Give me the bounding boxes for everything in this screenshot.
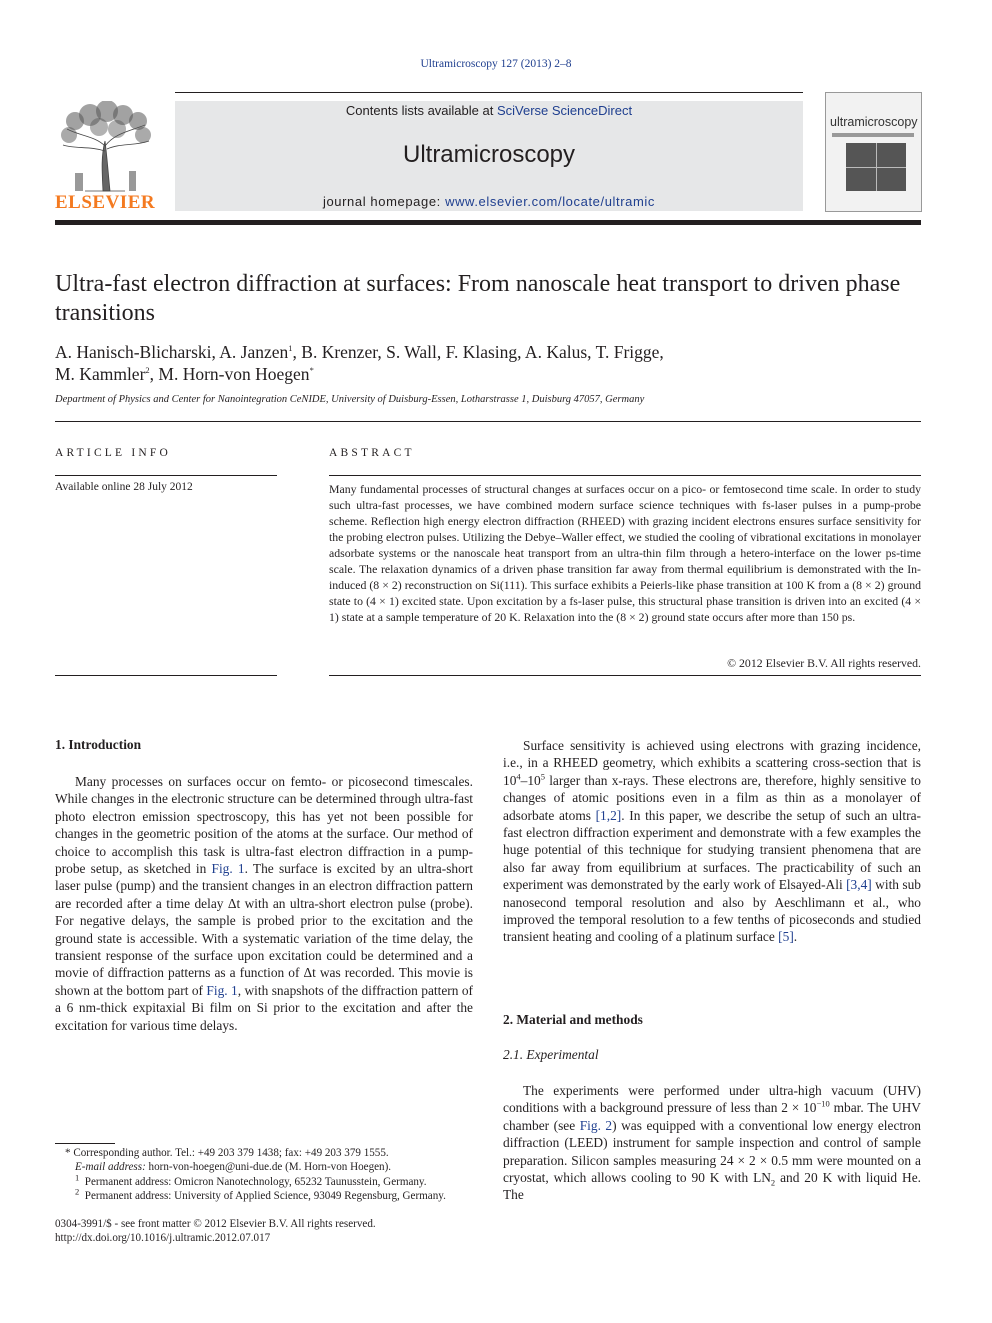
affiliation: Department of Physics and Center for Nanointegration CeNIDE, University of Duisburg-Essen, Lotharstrasse 1, Duisburg 47057, Germany (55, 394, 645, 405)
journal-name: Ultramicroscopy (402, 141, 576, 168)
cover-title: ultramicroscopy (830, 115, 918, 129)
ref-5-link[interactable]: [5] (778, 929, 794, 945)
available-online: Available online 28 July 2012 (55, 481, 193, 493)
homepage-line: journal homepage: www.elsevier.com/locate/ultramic (322, 194, 656, 209)
homepage-link[interactable]: www.elsevier.com/locate/ultramic (445, 194, 656, 209)
fig1-link[interactable]: Fig. 1 (206, 982, 238, 998)
abstract-copyright: © 2012 Elsevier B.V. All rights reserved. (727, 656, 921, 670)
ref-1-2-link[interactable]: [1,2] (595, 807, 622, 823)
footnotes (55, 1146, 473, 1203)
sciencedirect-link[interactable]: SciVerse ScienceDirect (496, 103, 633, 118)
journal-cover-thumbnail (825, 92, 922, 212)
front-matter (55, 1217, 473, 1246)
cover-subtitle-bar (832, 133, 914, 137)
article-info-heading: ARTICLE INFO (55, 447, 171, 459)
abstract-heading: ABSTRACT (329, 447, 415, 459)
section-2-1-heading: 2.1. Experimental (503, 1047, 599, 1062)
author-list: A. Hanisch-Blicharski, A. Janzen$^1$, B. Krenzer, S. Wall, F. Klasing, A. Kalus, T. Frigge, M. Kammler$^2$, M. Horn-von Hoegen* (55, 342, 664, 384)
intro-paragraph-2: Surface sensitivity is achieved using electrons with grazing incidence, i.e., in a RHEED geometry, which exhibits a scattering cross-section that is $10^4-10^5$ larger than x-rays. These electrons are, therefore, highly sensitive to changes of atomic positions even in a film as thin as a monolayer of adsorbate atoms [1,2]. In this paper, we describe the setup of such an ultra-fast electron diffraction experiment and demonstrate with a few examples the huge potential of this technique for studying transient phenomena that are also far away from equilibrium at surfaces. The practicability of such an experiment was demonstrated by the early work of Elsayed-Ali [3,4] with sub nanosecond temporal resolution and also by Aeschlimann et al., who improved the temporal resolution to a few tenths of picoseconds and studied transient heating and cooling of a platinum surface [5]. (503, 738, 922, 945)
fig2-link[interactable]: Fig. 2 (579, 1117, 613, 1133)
experimental-paragraph: The experiments were performed under ultra-high vacuum (UHV) conditions with a background pressure of less than $2 \times 10^{-10}$ mbar. The UHV chamber (see Fig. 2) was equipped with a conventional low energy electron diffraction (LEED) instrument for sample inspection and control of sample preparation. Silicon samples measuring 24 × 2 × 0.5 mm were mounted on a cryostat, which allows cooling to 90 K with $LN_2$ and 20 K with liquid He. The (503, 1083, 921, 1203)
doi-link[interactable]: http://dx.doi.org/10.1016/j.ultramic.2012.07.017 (55, 1232, 271, 1245)
corresponding-author-mark[interactable]: * (309, 365, 314, 376)
header-thick-rule (55, 220, 921, 225)
intro-paragraph-1: Many processes on surfaces occur on femto- or picosecond timescales. While changes in the electronic structure can be determined through ultra-fast photo electron emission spectroscopy, this has yet not been possible for changes in the geometric position of the atoms at the surface. Our method of choice to accomplish this task is ultra-fast electron diffraction in a pump-probe setup, as sketched in Fig. 1. The surface is excited by an ultra-short laser pulse (pump) and the transient changes in an electron diffraction pattern are recorded after a time delay Δt with an ultra-short electron pulse (probe). For negative delays, the sample is probed prior to the excitation and the ground state is accessible. With a systematic variation of the time delay, the transient response of the surface upon excitation could be determined and a movie of diffraction patterns as a function of Δt was recorded. This movie is shown at the bottom part of Fig. 1, with snapshots of the diffraction pattern of a 6 nm-thick expitaxial Bi film on Si prior to the excitation and after the excitation for various time delays. (55, 774, 473, 1033)
footnote-2: $^2$ Permanent address: University of Applied Science, 93049 Regensburg, Germany. (75, 1186, 446, 1202)
journal-citation[interactable]: Ultramicroscopy 127 (2013) 2–8 (420, 58, 572, 70)
footnote-rule (55, 1143, 115, 1144)
section-2-heading: 2. Material and methods (503, 1012, 643, 1027)
journal-banner (175, 101, 803, 211)
article-info-rule (55, 475, 277, 476)
cover-divider (846, 167, 906, 168)
issn-line: 0304-3991/$ - see front matter © 2012 Elsevier B.V. All rights reserved. (55, 1218, 376, 1230)
section-1-heading: 1. Introduction (55, 737, 142, 752)
footnote-email: E-mail address: horn-von-hoegen@uni-due.de (M. Horn-von Hoegen). (75, 1161, 392, 1174)
contents-line: Contents lists available at SciVerse ScienceDirect (345, 103, 633, 118)
elsevier-wordmark: ELSEVIER (55, 192, 156, 213)
article-info-bottom-rule (55, 675, 277, 676)
abstract-bottom-rule (329, 675, 921, 676)
header-top-rule (175, 92, 803, 93)
footnote-corresponding: * Corresponding author. Tel.: +49 203 379 1438; fax: +49 203 379 1555. (65, 1147, 389, 1159)
abstract-rule (329, 475, 921, 476)
fig1-link[interactable]: Fig. 1 (211, 861, 245, 877)
footnote-1: $^1$ Permanent address: Omicron Nanotechnology, 65232 Taunusstein, Germany. (75, 1171, 427, 1188)
ref-3-4-link[interactable]: [3,4] (846, 877, 872, 893)
rule-under-affiliation (55, 421, 921, 422)
abstract-text: Many fundamental processes of structural changes at surfaces occur on a pico- or femtosecond time scale. In order to study such ultra-fast processes, we have combined modern surface science techniques with fs-laser pulses in a pump-probe scheme. Reflection high energy electron diffraction (RHEED) with grazing incident electrons ensures surface sensitivity for the probing electron pulses. Utilizing the Debye–Waller effect, we studied the cooling of vibrational excitations in monolayer adsorbate systems or the nanoscale heat transport from an ultra-thin film through a hetero-interface on the lower ps-time scale. The relaxation dynamics of a driven phase transition far away from thermal equilibrium is demonstrated with the In-induced (8 × 2) reconstruction on Si(111). This surface exhibits a Peierls-like phase transition at 100 K from a (8 × 2) ground state to (4 × 1) excited state. Upon excitation by a fs-laser pulse, this structural phase transition is driven into an excited (4 × 1) state at a sample temperature of 20 K. Relaxation into the (8 × 2) ground state occurs after more than 150 ps. (329, 482, 921, 624)
article-title: Ultra-fast electron diffraction at surfaces: From nanoscale heat transport to driven phase transitions (55, 271, 901, 326)
